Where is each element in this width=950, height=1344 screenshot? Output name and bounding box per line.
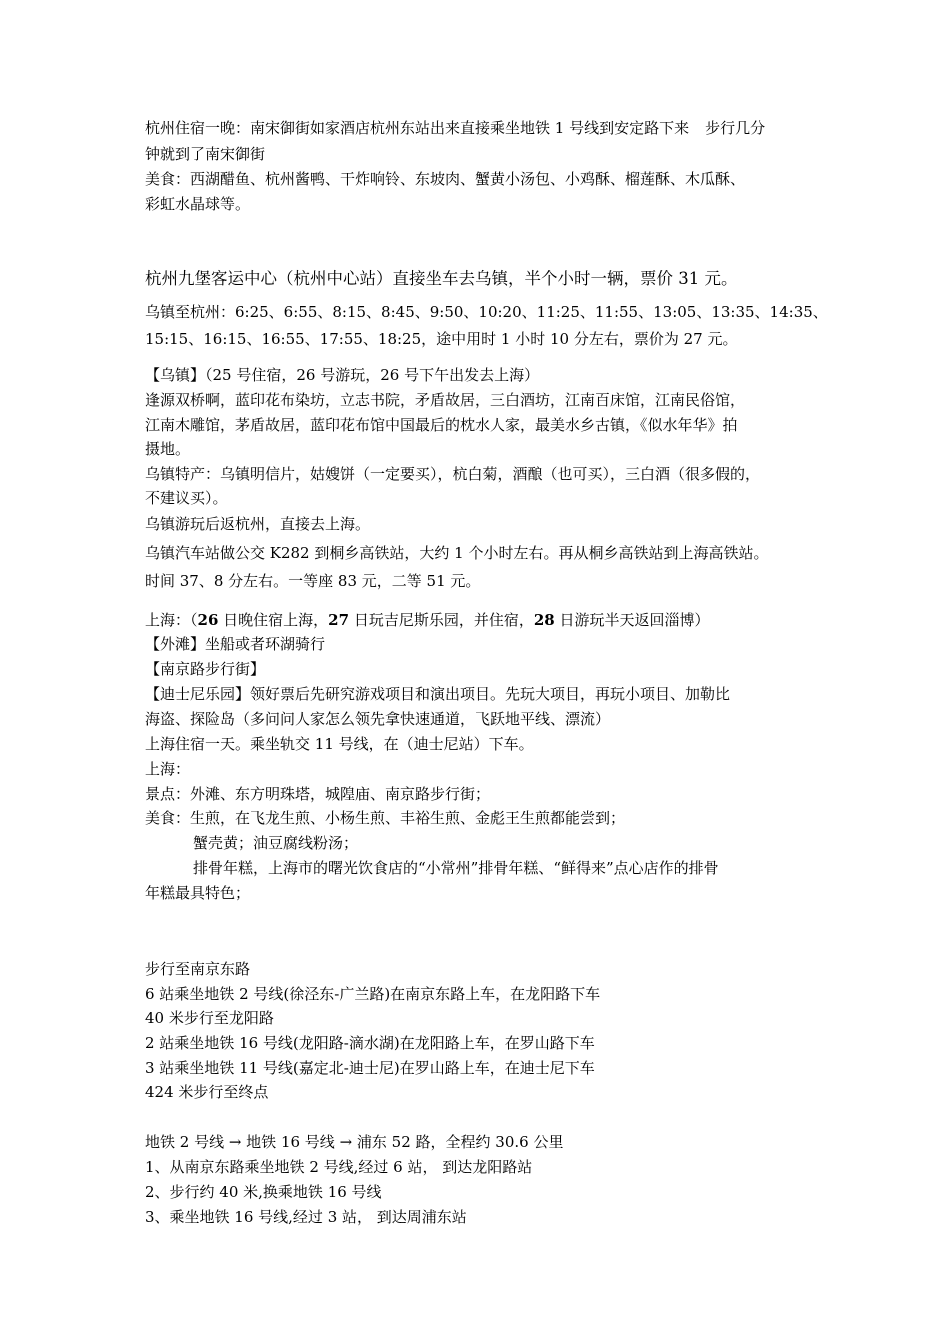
route-detail-1: 1、从南京东路乘坐地铁 2 号线,经过 6 站， 到达龙阳路站: [145, 1158, 533, 1176]
shanghai-disney-line2: 海盗、探险岛（多问问人家怎么领先拿快速通道，飞跃地平线、漂流）: [145, 710, 611, 728]
plan-day-28: 28: [533, 611, 555, 629]
hangzhou-stay-text: 杭州住宿一晚：南宋御街如家酒店杭州东站出来直接乘坐地铁 1 号线到安定路下来: [145, 119, 690, 137]
hangzhou-stay-line2: 钟就到了南宋御街: [145, 145, 266, 163]
bus-return-line1: 乌镇至杭州：6:25、6:55、8:15、8:45、9:50、10:20、11:25、11:55、13:05、13:35、14:35、: [145, 303, 828, 321]
wuzhen-train-line1: 乌镇汽车站做公交 K282 到桐乡高铁站，大约 1 个小时左右。再从桐乡高铁站到上海高铁站。: [145, 544, 769, 562]
route-detail-2: 2、步行约 40 米,换乘地铁 16 号线: [145, 1183, 382, 1201]
route-detail-3: 3、乘坐地铁 16 号线,经过 3 站， 到达周浦东站: [145, 1208, 467, 1226]
route-step-4: 2 站乘坐地铁 16 号线(龙阳路-滴水湖)在龙阳路上车，在罗山路下车: [145, 1034, 595, 1052]
route-step-5: 3 站乘坐地铁 11 号线(嘉定北-迪士尼)在罗山路上车，在迪士尼下车: [145, 1059, 595, 1077]
route-step-1: 步行至南京东路: [145, 960, 251, 978]
bus-return-line2: 15:15、16:15、16:55、17:55、18:25，途中用时 1 小时 10 分左右，票价为 27 元。: [145, 330, 738, 348]
shanghai-food1: 美食：生煎，在飞龙生煎、小杨生煎、丰裕生煎、金彪王生煎都能尝到；: [145, 809, 626, 827]
wuzhen-train-line2: 时间 37、8 分左右。一等座 83 元，二等 51 元。: [145, 572, 481, 590]
shanghai-nanjing-road: 【南京路步行街】: [145, 660, 266, 678]
plan-text-a: 上海：（: [145, 611, 198, 629]
plan-text-e: 日玩吉尼斯乐园，并住宿，: [349, 611, 534, 629]
route-step-6: 424 米步行至终点: [145, 1083, 269, 1101]
plan-day-27: 27: [328, 611, 350, 629]
wuzhen-return-note: 乌镇游玩后返杭州，直接去上海。: [145, 515, 371, 533]
shanghai-bund: 【外滩】坐船或者环湖骑行: [145, 635, 326, 653]
route-step-2: 6 站乘坐地铁 2 号线(徐泾东-广兰路)在南京东路上车，在龙阳路下车: [145, 985, 601, 1003]
wuzhen-sights-line3: 摄地。: [145, 440, 191, 458]
hangzhou-food-line2: 彩虹水晶球等。: [145, 195, 251, 213]
shanghai-plan: [145, 608, 709, 632]
shanghai-stay: 上海住宿一天。乘坐轨交 11 号线，在（迪士尼站）下车。: [145, 735, 534, 753]
wuzhen-specialty-line1: 乌镇特产：乌镇明信片，姑嫂饼（一定要买），杭白菊，酒酿（也可买），三白酒（很多假的，: [145, 465, 761, 483]
shanghai-food2: 蟹壳黄；油豆腐线粉汤；: [193, 834, 359, 852]
route-summary: 地铁 2 号线 → 地铁 16 号线 → 浦东 52 路，全程约 30.6 公里: [145, 1133, 564, 1151]
wuzhen-specialty-line2: 不建议买）。: [145, 489, 228, 507]
wuzhen-header: 【乌镇】（25 号住宿，26 号游玩，26 号下午出发去上海）: [145, 366, 540, 384]
shanghai-spots: 景点：外滩、东方明珠塔，城隍庙、南京路步行街；: [145, 785, 491, 803]
shanghai-disney-line1: 【迪士尼乐园】领好票后先研究游戏项目和演出项目。先玩大项目，再玩小项目、加勒比: [145, 685, 731, 703]
shanghai-label: 上海：: [145, 760, 191, 778]
shanghai-food3-line1: 排骨年糕，上海市的曙光饮食店的“小常州”排骨年糕、“鲜得来”点心店作的排骨: [193, 859, 719, 877]
wuzhen-sights-line1: 逢源双桥啊，蓝印花布染坊，立志书院，矛盾故居，三白酒坊，江南百床馆，江南民俗馆，: [145, 391, 746, 409]
route-step-3: 40 米步行至龙阳路: [145, 1009, 274, 1027]
hangzhou-stay-line1: [145, 116, 765, 140]
wuzhen-sights-line2: 江南木雕馆，茅盾故居，蓝印花布馆中国最后的枕水人家，最美水乡古镇，《似水年华》拍: [145, 416, 738, 434]
plan-day-26: 26: [197, 611, 219, 629]
shanghai-food3-line2: 年糕最具特色；: [145, 884, 251, 902]
hangzhou-food-line1: 美食：西湖醋鱼、杭州酱鸭、干炸响铃、东坡肉、蟹黄小汤包、小鸡酥、榴莲酥、木瓜酥、: [145, 170, 746, 188]
plan-text-g: 日游玩半天返回淄博）: [554, 611, 710, 629]
bus-title: 杭州九堡客运中心（杭州中心站）直接坐车去乌镇，半个小时一辆，票价 31 元。: [145, 269, 738, 288]
hangzhou-stay-walk-text: 步行几分: [705, 119, 766, 137]
plan-text-c: 日晚住宿上海，: [218, 611, 329, 629]
